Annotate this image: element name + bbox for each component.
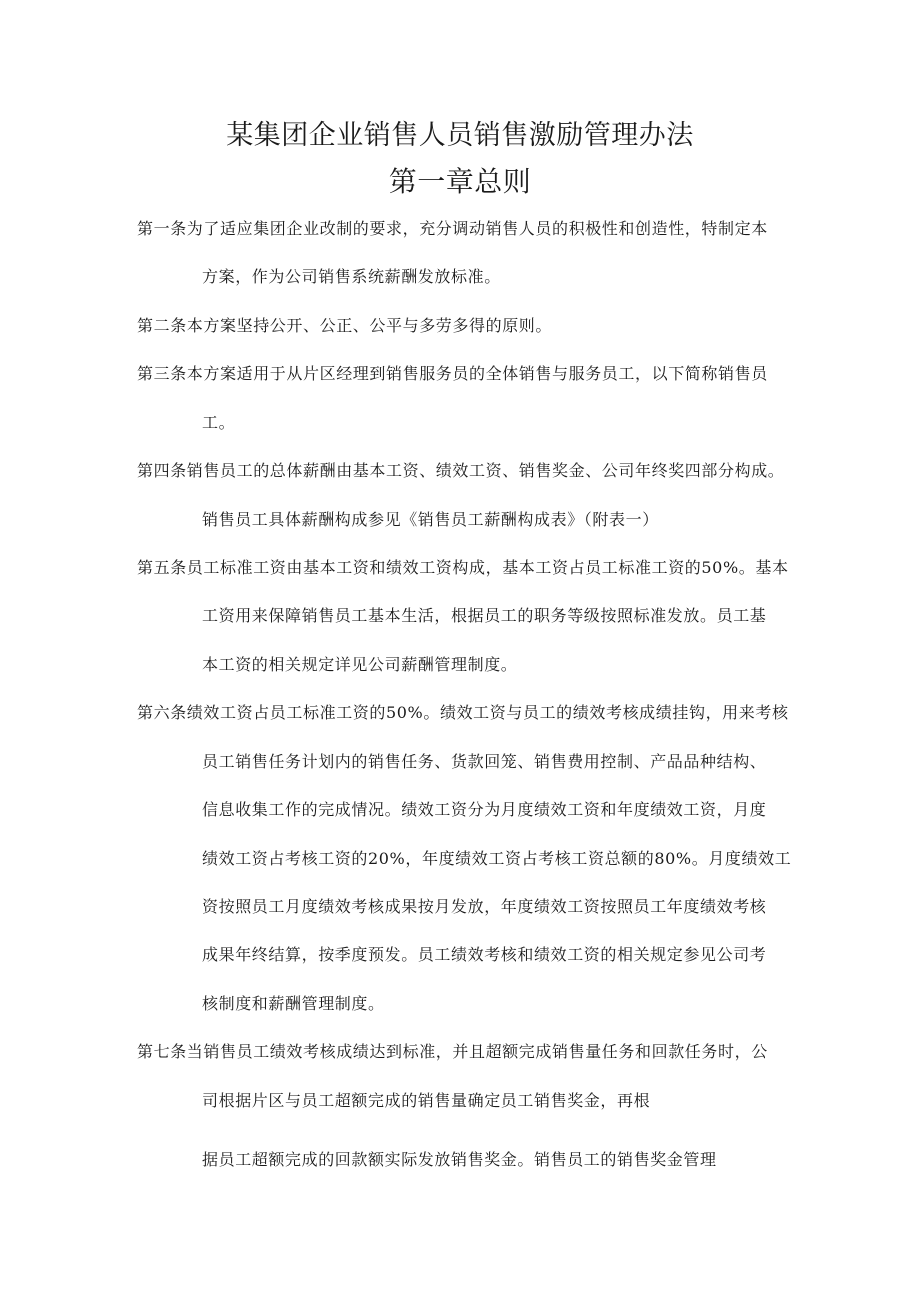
article-2: 第二条本方案坚持公开、公正、公平与多劳多得的原则。	[137, 316, 553, 335]
chapter-heading: 第一章总则	[388, 165, 532, 198]
article-7-line-3: 据员工超额完成的回款额实际发放销售奖金。销售员工的销售奖金管理	[202, 1150, 717, 1169]
article-4-line-2: 销售员工具体薪酬构成参见《销售员工薪酬构成表》（附表一）	[202, 510, 659, 529]
article-6-line-3: 信息收集工作的完成情况。绩效工资分为月度绩效工资和年度绩效工资，月度	[202, 800, 767, 819]
article-4-line-1: 第四条销售员工的总体薪酬由基本工资、绩效工资、销售奖金、公司年终奖四部分构成。	[137, 461, 785, 480]
article-5-line-3: 本工资的相关规定详见公司薪酬管理制度。	[202, 655, 518, 674]
article-6-line-2: 员工销售任务计划内的销售任务、货款回笼、销售费用控制、产品品种结构、	[202, 752, 767, 771]
article-6-line-5: 资按照员工月度绩效考核成果按月发放，年度绩效工资按照员工年度绩效考核	[202, 897, 767, 916]
article-5-line-2: 工资用来保障销售员工基本生活，根据员工的职务等级按照标准发放。员工基	[202, 606, 767, 625]
article-1-line-1: 第一条为了适应集团企业改制的要求，充分调动销售人员的积极性和创造性，特制定本	[137, 219, 768, 238]
article-3-line-1: 第三条本方案适用于从片区经理到销售服务员的全体销售与服务员工，以下简称销售员	[137, 364, 768, 383]
article-6-line-6: 成果年终结算，按季度预发。员工绩效考核和绩效工资的相关规定参见公司考	[202, 945, 767, 964]
document-title: 某集团企业销售人员销售激励管理办法	[226, 120, 694, 151]
article-6-line-7: 核制度和薪酬管理制度。	[202, 994, 385, 1013]
article-3-line-2: 工。	[202, 413, 236, 432]
article-6-line-1: 第六条绩效工资占员工标准工资的50%。绩效工资与员工的绩效考核成绩挂钩，用来考核	[137, 703, 789, 722]
article-6-line-4: 绩效工资占考核工资的20%，年度绩效工资占考核工资总额的80%。月度绩效工	[202, 849, 792, 868]
article-7-line-2: 司根据片区与员工超额完成的销售量确定员工销售奖金，再根	[202, 1091, 651, 1110]
article-7-line-1: 第七条当销售员工绩效考核成绩达到标准，并且超额完成销售量任务和回款任务时，公	[137, 1042, 768, 1061]
article-1-line-2: 方案，作为公司销售系统薪酬发放标准。	[202, 267, 501, 286]
article-5-line-1: 第五条员工标准工资由基本工资和绩效工资构成，基本工资占员工标准工资的50%。基本	[137, 558, 789, 577]
